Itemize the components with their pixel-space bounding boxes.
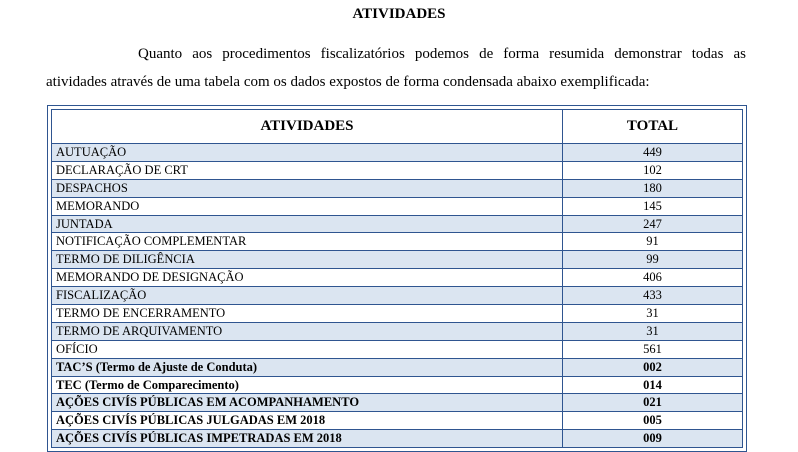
table-row [52,144,743,162]
activity-label: AÇÕES CIVÍS PÚBLICAS EM ACOMPANHAMENTO [52,394,563,412]
table-row [52,269,743,287]
activity-label: MEMORANDO DE DESIGNAÇÃO [52,269,563,287]
activities-table-frame [47,105,747,452]
activity-label: OFÍCIO [52,340,563,358]
activity-total: 91 [563,233,743,251]
table-row [52,287,743,305]
activity-total: 406 [563,269,743,287]
intro-text: Quanto aos procedimentos fiscalizatórios podemos de forma resumida demonstrar todas as atividades através de uma tabela com os dados expostos de forma condensada abaixo exemplificada: [46,46,746,90]
table-row [52,376,743,394]
table-body [52,144,743,448]
table-row [52,179,743,197]
activity-total: 145 [563,197,743,215]
activity-label: TERMO DE ENCERRAMENTO [52,305,563,323]
table-row [52,358,743,376]
activity-label: TERMO DE ARQUIVAMENTO [52,322,563,340]
table-row [52,394,743,412]
activity-label: TERMO DE DILIGÊNCIA [52,251,563,269]
activity-total: 180 [563,179,743,197]
activity-label: TAC’S (Termo de Ajuste de Conduta) [52,358,563,376]
activity-total: 433 [563,287,743,305]
activity-label: FISCALIZAÇÃO [52,287,563,305]
activity-total: 449 [563,144,743,162]
activity-total: 31 [563,322,743,340]
table-row [52,305,743,323]
table-row [52,251,743,269]
activity-label: DECLARAÇÃO DE CRT [52,161,563,179]
activity-label: MEMORANDO [52,197,563,215]
activity-label: AÇÕES CIVÍS PÚBLICAS JULGADAS EM 2018 [52,412,563,430]
activity-label: JUNTADA [52,215,563,233]
activity-total: 102 [563,161,743,179]
intro-paragraph [46,40,746,96]
activity-total: 31 [563,305,743,323]
column-header-activities: ATIVIDADES [52,110,563,144]
column-header-total: TOTAL [563,110,743,144]
table-row [52,233,743,251]
activity-total: 99 [563,251,743,269]
activity-total: 014 [563,376,743,394]
activities-table [51,109,743,448]
activity-label: DESPACHOS [52,179,563,197]
table-header-row [52,110,743,144]
table-row [52,340,743,358]
table-row [52,161,743,179]
table-row [52,322,743,340]
activity-total: 561 [563,340,743,358]
activity-label: NOTIFICAÇÃO COMPLEMENTAR [52,233,563,251]
table-row [52,215,743,233]
activity-label: AÇÕES CIVÍS PÚBLICAS IMPETRADAS EM 2018 [52,430,563,448]
section-heading: ATIVIDADES [352,6,446,22]
activity-total: 021 [563,394,743,412]
activity-label: AUTUAÇÃO [52,144,563,162]
table-row [52,412,743,430]
activity-total: 247 [563,215,743,233]
activity-total: 002 [563,358,743,376]
activity-total: 005 [563,412,743,430]
activity-label: TEC (Termo de Comparecimento) [52,376,563,394]
table-row [52,197,743,215]
activity-total: 009 [563,430,743,448]
